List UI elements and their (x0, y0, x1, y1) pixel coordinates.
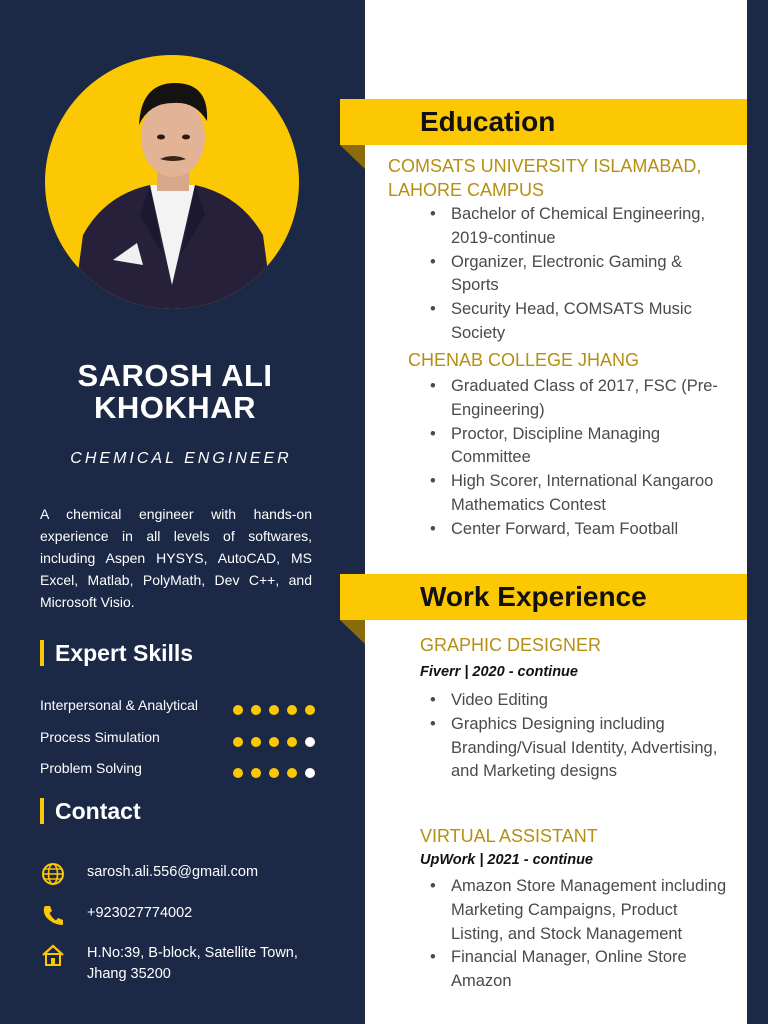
job-role: GRAPHIC DESIGNER (420, 635, 602, 655)
rating-dot-empty (305, 737, 315, 747)
right-edge-band (747, 0, 768, 1024)
skill-label: Process Simulation (40, 729, 160, 745)
rating-dot-filled (287, 737, 297, 747)
rating-dot-filled (251, 737, 261, 747)
name-line-1: SAROSH ALI (77, 358, 273, 393)
rating-dot-filled (269, 705, 279, 715)
rating-dot-filled (269, 737, 279, 747)
list-item: • Bachelor of Chemical Engineering, 2019-continue (430, 203, 730, 251)
phone-icon (40, 903, 66, 927)
school-bullets (430, 375, 730, 542)
profile-photo (45, 55, 299, 309)
skill-row (40, 758, 315, 778)
list-item: • Organizer, Electronic Gaming & Sports (430, 251, 730, 299)
job-title: CHEMICAL ENGINEER (70, 450, 292, 467)
skill-rating (225, 732, 315, 742)
skill-rating (225, 763, 315, 773)
rating-dot-filled (251, 705, 261, 715)
job-bullets (430, 689, 730, 784)
contact-heading: Contact (40, 798, 141, 824)
rating-dot-filled (233, 737, 243, 747)
contact-phone (40, 903, 330, 927)
list-item: • Graduated Class of 2017, FSC (Pre-Engineering) (430, 375, 730, 423)
list-item: • Security Head, COMSATS Music Society (430, 298, 730, 346)
rating-dot-filled (251, 768, 261, 778)
globe-icon (40, 862, 66, 886)
school-bullets (430, 203, 730, 346)
skill-label: Problem Solving (40, 760, 142, 776)
job-company: UpWork | 2021 - continue (420, 852, 593, 868)
school-name: COMSATS UNIVERSITY ISLAMABAD, LAHORE CAMPUS (388, 156, 702, 200)
skill-row (40, 727, 315, 747)
list-item: • Video Editing (430, 689, 730, 713)
rating-dot-filled (269, 768, 279, 778)
home-icon (40, 943, 66, 967)
list-item: • Amazon Store Management including Marketing Campaigns, Product Listing, and Stock Management (430, 875, 730, 946)
job-bullets (430, 875, 730, 994)
rating-dot-filled (233, 705, 243, 715)
banner-fold (340, 620, 365, 644)
email-text: sarosh.ali.556@gmail.com (87, 864, 259, 880)
banner-fold (340, 145, 365, 169)
work-banner (340, 574, 747, 620)
rating-dot-filled (233, 768, 243, 778)
school-name: CHENAB COLLEGE JHANG (408, 350, 640, 370)
contact-address (40, 943, 330, 987)
list-item: • High Scorer, International Kangaroo Mathematics Contest (430, 470, 730, 518)
candidate-name (20, 360, 330, 424)
job-role: VIRTUAL ASSISTANT (420, 826, 598, 846)
rating-dot-filled (287, 768, 297, 778)
job-company: Fiverr | 2020 - continue (420, 664, 578, 680)
list-item: • Proctor, Discipline Managing Committee (430, 423, 730, 471)
profile-summary: A chemical engineer with hands-on experience in all levels of softwares, including Aspen HYSYS, AutoCAD, MS Excel, Matlab, PolyMath, Dev C++, and Microsoft Visio. (40, 506, 312, 610)
list-item: • Financial Manager, Online Store Amazon (430, 946, 730, 994)
list-item: • Graphics Designing including Branding/Visual Identity, Advertising, and Marketing designs (430, 713, 730, 784)
education-heading: Education (420, 106, 556, 137)
work-heading: Work Experience (420, 581, 647, 612)
avatar-illustration (45, 55, 299, 309)
skills-heading: Expert Skills (40, 640, 193, 666)
rating-dot-filled (305, 705, 315, 715)
name-line-2: KHOKHAR (94, 390, 256, 425)
contact-email (40, 862, 330, 886)
skill-row (40, 695, 315, 715)
phone-text: +923027774002 (87, 905, 193, 921)
list-item: • Center Forward, Team Football (430, 518, 730, 542)
rating-dot-filled (287, 705, 297, 715)
skill-label: Interpersonal & Analytical (40, 697, 198, 713)
skill-rating (225, 700, 315, 710)
education-banner (340, 99, 747, 145)
address-text: H.No:39, B-block, Satellite Town, Jhang 35200 (87, 945, 298, 982)
rating-dot-empty (305, 768, 315, 778)
